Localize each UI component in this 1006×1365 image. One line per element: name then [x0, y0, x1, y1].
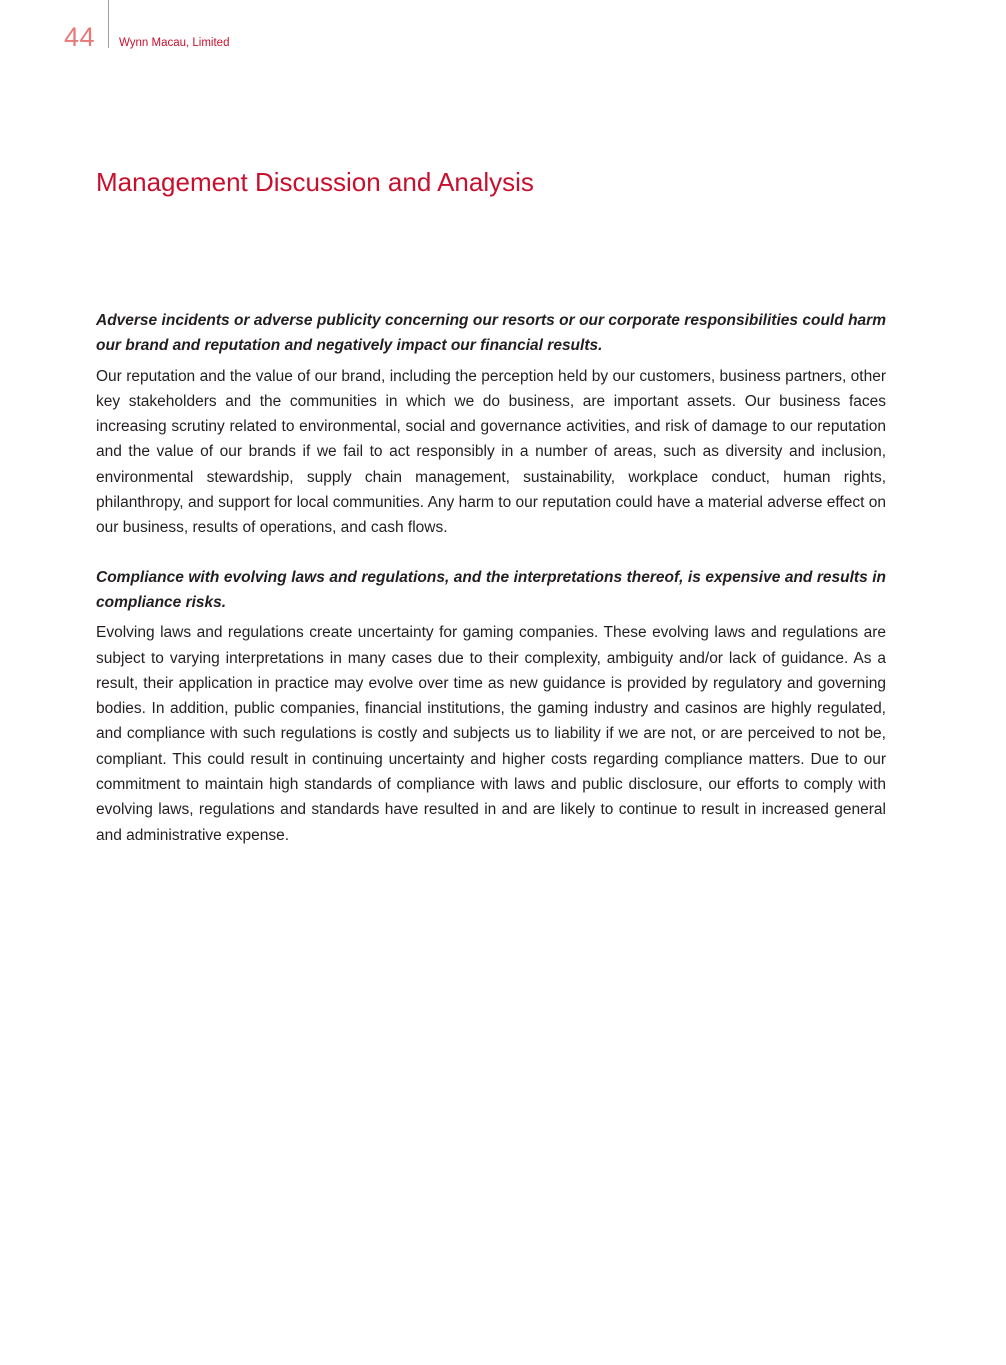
header-divider: [108, 0, 109, 48]
company-name: Wynn Macau, Limited: [119, 37, 230, 49]
section-compliance-risk: [96, 565, 886, 848]
section-reputation-risk: [96, 308, 886, 541]
page-title: Management Discussion and Analysis: [96, 167, 534, 197]
section-heading: Adverse incidents or adverse publicity concerning our resorts or our corporate responsibilities could harm our brand and reputation and negatively impact our financial results.: [96, 312, 886, 355]
section-paragraph: Our reputation and the value of our brand, including the perception held by our customers, business partners, other key stakeholders and the communities in which we do business, are important assets. Our business faces increasing scrutiny related to environmental, social and governance activities, and risk of damage to our reputation and the value of our brands if we fail to act responsibly in a number of areas, such as diversity and inclusion, environmental stewardship, supply chain management, sustainability, workplace conduct, human rights, philanthropy, and support for local communities. Any harm to our reputation could have a material adverse effect on our business, results of operations, and cash flows.: [96, 367, 886, 537]
section-paragraph: Evolving laws and regulations create uncertainty for gaming companies. These evolving laws and regulations are subject to varying interpretations in many cases due to their complexity, ambiguity and/or lack of guidance. As a result, their application in practice may evolve over time as new guidance is provided by regulatory and governing bodies. In addition, public companies, financial institutions, the gaming industry and casinos are highly regulated, and compliance with such regulations is costly and subjects us to liability if we are not, or are perceived to not be, compliant. This could result in continuing uncertainty and higher costs regarding compliance matters. Due to our commitment to maintain high standards of compliance with laws and public disclosure, our efforts to comply with evolving laws, regulations and standards have resulted in and are likely to continue to result in increased general and administrative expense.: [96, 624, 886, 844]
page-number: 44: [64, 22, 96, 52]
section-heading: Compliance with evolving laws and regulations, and the interpretations thereof, is expensive and results in compliance risks.: [96, 568, 886, 611]
content-body: [96, 308, 886, 848]
